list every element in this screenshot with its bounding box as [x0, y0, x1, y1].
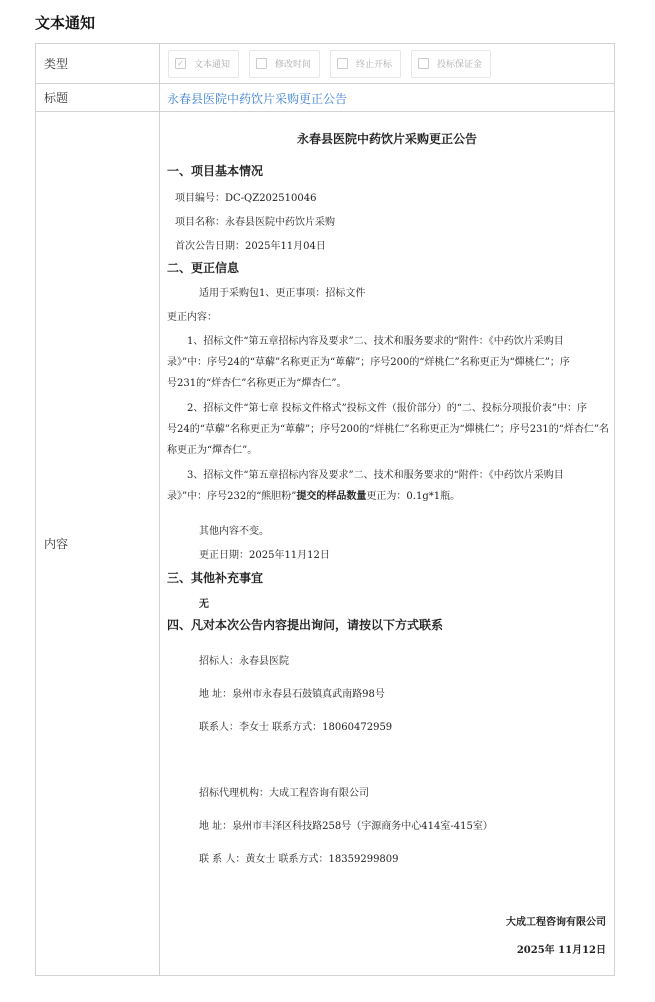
- type-option-terminate-opening[interactable]: [330, 50, 401, 78]
- change-item-3-line: 3、招标文件“第五章招标内容及要求”二、技术和服务要求的“附件：《中药饮片采购目: [187, 470, 564, 481]
- buyer-contact: 联系人：李女士 联系方式：18060472959: [199, 722, 393, 733]
- agent-contact: 联 系 人：黄女士 联系方式：18359299809: [199, 854, 399, 865]
- checkbox-checked-icon[interactable]: ✓: [175, 58, 186, 69]
- signature-date: 2025年 11月12日: [516, 945, 606, 956]
- type-option-label: 投标保证金: [437, 60, 483, 70]
- agent-name: 招标代理机构：大成工程咨询有限公司: [199, 788, 369, 799]
- type-label: 类型: [36, 44, 160, 84]
- type-option-label: 终止开标: [356, 60, 393, 70]
- type-option-label: 文本通知: [194, 60, 231, 70]
- type-option-bid-bond[interactable]: [411, 50, 491, 78]
- agent-address: 地 址：泉州市丰泽区科技路258号（宇源商务中心414室-415室）: [199, 821, 493, 832]
- type-option-label: 修改时间: [275, 60, 312, 70]
- section-1-heading: 一、项目基本情况: [167, 164, 264, 178]
- project-number: 项目编号：DC-QZ202510046: [175, 193, 317, 204]
- title-label: 标题: [36, 84, 160, 112]
- signature-org: 大成工程咨询有限公司: [506, 917, 606, 928]
- first-announcement-date: 首次公告日期：2025年11月04日: [175, 241, 326, 252]
- change-item-1-line: 1、招标文件“第五章招标内容及要求”二、技术和服务要求的“附件：《中药饮片采购目: [187, 336, 564, 347]
- other-unchanged: 其他内容不变。: [199, 526, 269, 537]
- change-item-2-line: 2、招标文件“第七章 投标文件格式”投标文件（报价部分）的“二、投标分项报价表”中：序: [187, 403, 587, 414]
- section-2-heading: 二、更正信息: [167, 261, 240, 275]
- title-link[interactable]: 永春县医院中药饮片采购更正公告: [167, 92, 348, 106]
- change-item-2-line: 称更正为“燀杏仁”。: [167, 445, 258, 456]
- content-label: 内容: [36, 112, 160, 976]
- applies-to: 适用于采购包1、更正事项：招标文件: [199, 288, 366, 299]
- change-item-3: [167, 465, 564, 507]
- title-row: [36, 84, 615, 112]
- buyer-address: 地 址：泉州市永春县石鼓镇真武南路98号: [199, 689, 385, 700]
- change-content-label: 更正内容：: [167, 312, 217, 323]
- document-heading: 永春县医院中药饮片采购更正公告: [296, 132, 477, 146]
- type-row: [36, 44, 615, 84]
- content-row: [36, 112, 615, 976]
- change-item-3-bold: 提交的样品数量: [296, 491, 367, 502]
- project-name: 项目名称：永春县医院中药饮片采购: [175, 217, 335, 228]
- change-item-3-text: 更正为：0.1g*1瓶。: [366, 491, 461, 502]
- checkbox-icon[interactable]: [418, 58, 429, 69]
- change-item-1: [167, 331, 570, 394]
- change-item-2-line: 号24的“草薢”名称更正为“萆薢”；序号200的“烊桃仁”名称更正为“燀桃仁”；序号231的“烊杏仁”名: [167, 424, 610, 435]
- change-item-2: [167, 398, 609, 461]
- type-option-modify-time[interactable]: [249, 50, 320, 78]
- notice-form-table: [35, 43, 615, 976]
- content-cell: [160, 112, 615, 976]
- change-item-1-line: 号231的“烊杏仁”名称更正为“燀杏仁”。: [167, 378, 347, 389]
- section-3-heading: 三、其他补充事宜: [167, 571, 264, 585]
- change-item-3-text: 录》”中：序号232的“熊胆粉”: [167, 491, 297, 502]
- checkbox-icon[interactable]: [256, 58, 267, 69]
- change-item-3-line: [167, 486, 564, 507]
- change-item-1-line: 录》”中：序号24的“草薢”名称更正为“萆薢”；序号200的“烊桃仁”名称更正为“燀桃仁”；序: [167, 357, 570, 368]
- buyer-name: 招标人：永春县医院: [199, 656, 289, 667]
- type-option-text-notice[interactable]: [168, 50, 239, 78]
- page-title: 文本通知: [35, 14, 96, 32]
- no-supplement: 无: [199, 599, 209, 610]
- change-date: 更正日期：2025年11月12日: [199, 550, 330, 561]
- type-options: [160, 44, 615, 84]
- checkbox-icon[interactable]: [337, 58, 348, 69]
- section-4-heading: 四、凡对本次公告内容提出询问，请按以下方式联系: [167, 618, 444, 632]
